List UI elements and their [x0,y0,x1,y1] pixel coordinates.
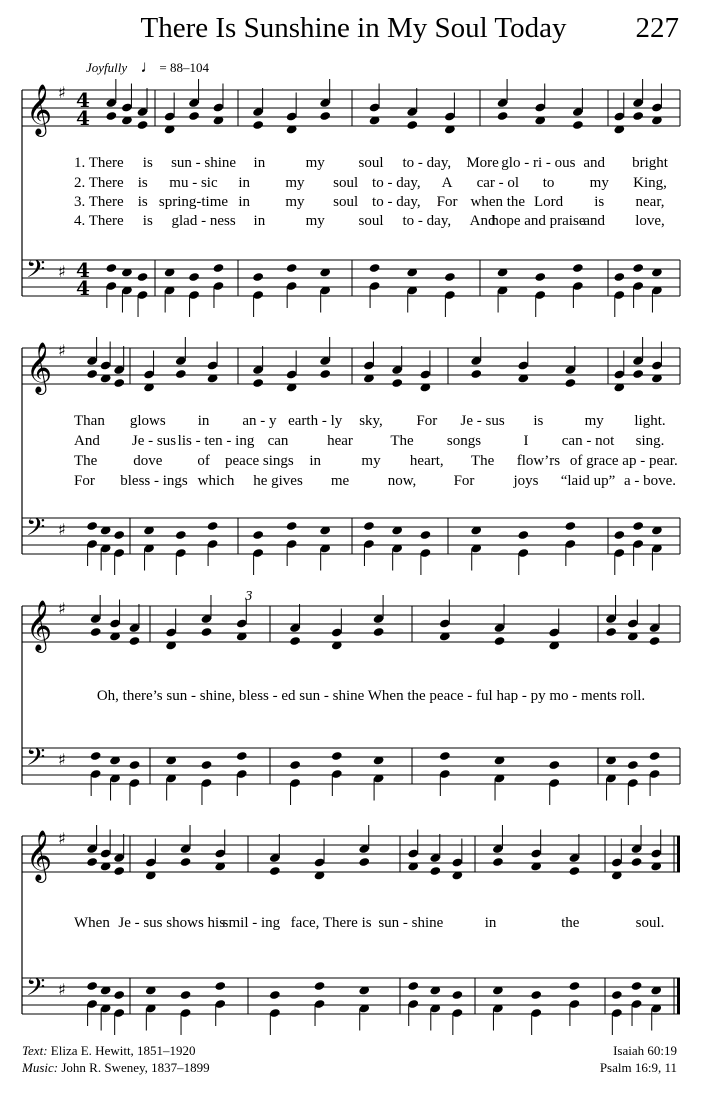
bass-note-head [444,272,456,282]
bass-note-head [286,521,298,531]
bass-note-head [568,981,580,991]
lyric-syllable: soul [358,213,384,229]
bass-note-head [613,530,625,540]
lyric-syllable: sky, [359,413,383,429]
bass-note-head [314,981,326,991]
lyric-text: Oh, there’s sun - shine, bless - ed sun - shine When the peace - ful hap - py mo - ments roll. [96,688,646,704]
lyric-syllable: 2. There [74,175,124,191]
alto-note-head [252,120,264,130]
alto-note-head [90,627,102,637]
lyric-syllable: “laid up” [560,473,616,489]
key-signature-sharp-icon: ♯ [58,750,66,769]
alto-note-head [180,857,192,867]
lyric-syllable: is [142,213,153,229]
time-signature-top: 4 [76,88,90,112]
credits [22,1042,210,1076]
tempo-marking [86,57,209,77]
key-signature-sharp-icon: ♯ [58,341,66,360]
lyric-syllable: the [561,915,580,931]
music-credit [22,1059,210,1076]
lyric-syllable: glows [129,413,166,429]
lyric-syllable: For [436,194,458,210]
bass-note-head [175,530,187,540]
lyric-syllable: smil - ing [222,915,281,931]
bass-note-head [631,981,643,991]
lyric-syllable: is [594,194,605,210]
lyric-syllable: 1. There [74,155,124,171]
alto-note-head [497,111,509,121]
lyric-syllable: in [197,413,210,429]
lyric-syllable: can - not [561,433,615,449]
text-credit [22,1042,210,1059]
lyric-syllable: For [74,473,95,489]
treble-clef-icon: 𝄞 [26,342,53,393]
lyric-syllable: sun - shine [171,155,237,171]
bass-note-head [90,751,102,761]
lyric-syllable: sun - shine [378,915,444,931]
alto-note-head [632,111,644,121]
music-credit-label: Music: [22,1060,59,1075]
bass-note-head [451,990,463,1000]
lyric-syllable: When [74,915,110,931]
lyric-syllable: can [267,433,289,449]
hymn-title: There Is Sunshine in My Soul Today [140,12,567,44]
alto-note-head [632,369,644,379]
system-2-verse-2 [0,433,707,453]
lyric-syllable: he gives [253,473,303,489]
bass-note-head [534,272,546,282]
text-credit-label: Text: [22,1043,48,1058]
bass-note-head [289,760,301,770]
alto-note-head [572,120,584,130]
lyric-syllable: is [142,155,153,171]
treble-clef-icon: 𝄞 [26,830,53,881]
alto-note-head [358,857,370,867]
bass-note-head [517,530,529,540]
treble-clef-icon: 𝄞 [26,600,53,651]
bass-note-head [129,760,141,770]
text-credit-author: Eliza E. Hewitt, 1851–1920 [50,1043,196,1058]
bass-note-head [252,530,264,540]
scripture-ref-2: Psalm 16:9, 11 [599,1060,677,1075]
alto-note-head [113,378,125,388]
alto-note-head [564,378,576,388]
lyric-syllable: to [542,175,555,191]
lyric-syllable: car - ol [476,175,520,191]
alto-note-head [319,369,331,379]
lyric-syllable: Je - sus shows his [118,915,226,931]
bass-note-head [180,990,192,1000]
bass-note-head [105,263,117,273]
lyric-syllable: songs [446,433,482,449]
scripture-references [600,1042,677,1076]
lyric-syllable: glad - ness [171,213,236,229]
alto-note-head [86,857,98,867]
alto-note-head [568,866,580,876]
lyric-syllable: in [309,453,322,469]
alto-note-head [188,111,200,121]
tempo-word: Joyfully [86,60,128,75]
treble-clef-icon: 𝄞 [26,84,53,135]
key-signature-sharp-icon: ♯ [58,980,66,999]
alto-note-head [605,627,617,637]
lyric-syllable: and [583,155,606,171]
key-signature-sharp-icon: ♯ [58,599,66,618]
lyric-syllable: now, [387,473,417,489]
lyric-syllable: to - day, [402,155,452,171]
lyric-syllable: is [533,413,544,429]
lyric-syllable: in [238,194,251,210]
bass-note-head [331,751,343,761]
lyric-syllable: Lord [533,194,564,210]
lyric-syllable: lis - ten - ing [177,433,255,449]
alto-note-head [470,369,482,379]
bass-clef-icon: 𝄢 [26,973,46,1008]
alto-note-head [373,627,385,637]
lyric-syllable: love, [635,213,665,229]
system-1-verse-2 [0,175,707,195]
key-signature-sharp-icon: ♯ [58,829,66,848]
alto-note-head [86,369,98,379]
system-4-refrain [0,915,707,935]
bass-note-head [611,990,623,1000]
time-signature-bottom: 4 [76,276,90,300]
lyric-syllable: my [589,175,609,191]
alto-note-head [494,636,506,646]
bass-note-head [632,521,644,531]
system-1-verse-1 [0,155,707,175]
bass-note-head [201,760,213,770]
bass-note-head [188,272,200,282]
lyric-syllable: 4. There [74,213,124,229]
lyric-syllable: my [285,175,305,191]
tempo-value: = 88–104 [159,60,209,75]
bass-note-head [286,263,298,273]
lyric-syllable: And [74,433,100,449]
lyric-syllable: For [416,413,438,429]
alto-note-head [429,866,441,876]
system-1-verse-3 [0,194,707,214]
time-signature-bottom: 4 [76,106,90,130]
lyric-syllable: an - y [242,413,277,429]
bass-clef-icon: 𝄢 [26,255,46,290]
bass-note-head [252,272,264,282]
lyric-syllable: King, [633,175,667,191]
lyric-syllable: to - day, [372,175,421,191]
alto-note-head [631,857,643,867]
bass-note-head [419,530,431,540]
lyric-syllable: hear [327,433,353,449]
bass-note-head [564,521,576,531]
lyric-syllable: in [484,915,497,931]
lyric-syllable: glo - ri - ous [501,155,576,171]
lyric-syllable: soul. [635,915,665,931]
bass-clef-icon: 𝄢 [26,513,46,548]
lyric-syllable: soul [333,194,359,210]
lyric-syllable: is [137,175,148,191]
alto-note-head [391,378,403,388]
quarter-note-icon: ♩ [140,57,158,76]
lyric-syllable: ap - pear. [622,453,678,469]
lyric-syllable: to - day, [372,194,421,210]
lyric-syllable: joys [513,473,539,489]
lyric-syllable: which [197,473,235,489]
bass-note-head [363,521,375,531]
final-barline-thick [677,978,680,1014]
bass-note-head [649,751,661,761]
lyric-syllable: in [253,155,266,171]
lyric-syllable: face, There is [290,915,372,931]
lyric-syllable: my [584,413,604,429]
lyric-syllable: in [253,213,266,229]
lyric-syllable: peace sings [225,453,294,469]
bass-clef-icon: 𝄢 [26,743,46,778]
bass-note-head [627,760,639,770]
hymn-number: 227 [635,12,679,44]
lyric-syllable: Than [74,413,105,429]
bass-note-head [86,981,98,991]
alto-note-head [105,111,117,121]
lyric-syllable: Je - sus [131,433,177,449]
key-signature-sharp-icon: ♯ [58,83,66,102]
lyric-syllable: The [470,453,495,469]
lyric-syllable: bless - ings [120,473,188,489]
system-2-verse-1 [0,413,707,433]
bass-note-head [137,272,149,282]
bass-note-head [113,530,125,540]
alto-note-head [137,120,149,130]
lyric-syllable: 3. There [74,194,124,210]
key-signature-sharp-icon: ♯ [58,262,66,281]
lyric-syllable: Je - sus [460,413,505,429]
lyric-syllable: For [453,473,475,489]
music-credit-author: John R. Sweney, 1837–1899 [61,1060,210,1075]
lyric-syllable: The [74,453,98,469]
bass-note-head [236,751,248,761]
lyric-syllable: mu - sic [169,175,218,191]
bass-note-head [407,981,419,991]
lyric-syllable: dove [133,453,163,469]
system-2-verse-4 [0,473,707,493]
final-barline-thick [677,836,680,872]
bass-note-head [572,263,584,273]
lyric-syllable: spring-time [158,194,229,210]
bass-note-head [632,263,644,273]
bass-note-head [548,760,560,770]
lyric-syllable: flow’rs [516,453,561,469]
alto-note-head [252,378,264,388]
lyric-syllable: is [137,194,148,210]
lyric-syllable: And [469,213,496,229]
lyric-syllable: A [441,175,453,191]
lyric-syllable: my [305,155,325,171]
bass-note-head [369,263,381,273]
lyric-syllable: soul [358,155,384,171]
alto-note-head [269,866,281,876]
lyric-syllable: of grace [569,453,619,469]
alto-note-head [649,636,661,646]
lyric-syllable: to - day, [402,213,452,229]
lyric-syllable: bright [632,155,668,171]
system-3-refrain [0,688,707,708]
lyric-syllable: a - bove. [623,473,677,489]
bass-note-head [439,751,451,761]
lyric-syllable: earth - ly [288,413,343,429]
lyric-syllable: my [285,194,305,210]
bass-note-head [530,990,542,1000]
lyric-syllable: sing. [635,433,665,449]
bass-note-head [613,272,625,282]
bass-note-head [207,521,219,531]
lyric-syllable: near, [635,194,665,210]
lyric-syllable: soul [333,175,359,191]
time-signature-top: 4 [76,258,90,282]
alto-note-head [492,857,504,867]
alto-note-head [129,636,141,646]
alto-note-head [201,627,213,637]
scripture-ref-1: Isaiah 60:19 [613,1043,677,1058]
lyric-syllable: me [330,473,350,489]
alto-note-head [113,866,125,876]
lyric-syllable: light. [634,413,666,429]
system-2-verse-3 [0,453,707,473]
lyric-syllable: I [523,433,529,449]
bass-note-head [214,981,226,991]
lyric-syllable: my [305,213,325,229]
triplet-mark: 3 [245,589,253,603]
lyric-syllable: my [361,453,381,469]
lyric-syllable: of [197,453,210,469]
lyric-syllable: when the [470,194,526,210]
bass-note-head [213,263,225,273]
bass-note-head [269,990,281,1000]
bass-note-head [113,990,125,1000]
lyric-syllable: hope and praise [491,213,586,229]
system-1-verse-4 [0,213,707,233]
alto-note-head [406,120,418,130]
lyric-syllable: heart, [409,453,444,469]
alto-note-head [319,111,331,121]
lyric-syllable: and [583,213,606,229]
bass-note-head [86,521,98,531]
lyric-syllable: in [238,175,251,191]
lyric-syllable: More [466,155,499,171]
lyric-syllable: The [390,433,414,449]
alto-note-head [175,369,187,379]
alto-note-head [289,636,301,646]
key-signature-sharp-icon: ♯ [58,520,66,539]
